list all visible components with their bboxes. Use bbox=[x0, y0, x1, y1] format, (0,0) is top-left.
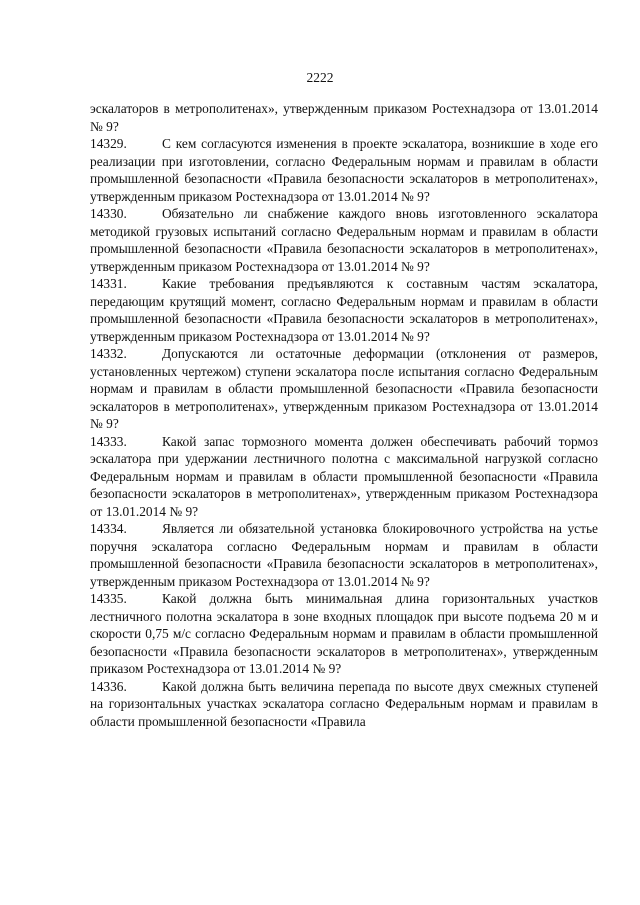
question-number: 14334. bbox=[90, 521, 127, 536]
question-text: Какой должна быть величина перепада по высоте двух смежных ступеней на горизонтальных участках эскалатора согласно Федеральным нормам и правилам в области промышленной безопасности «Правила bbox=[90, 678, 598, 729]
document-body bbox=[90, 100, 598, 730]
question-text: Какие требования предъявляются к составным частям эскалатора, передающим крутящий момент, согласно Федеральным нормам и правилам в области промышленной безопасности «Правила безопасности эскалаторов в метрополитенах», утвержденным приказом Ростехнадзора от 13.01.2014 № 9? bbox=[90, 276, 598, 344]
question-text: Какой запас тормозного момента должен обеспечивать рабочий тормоз эскалатора при удержании лестничного полотна с максимальной нагрузкой согласно Федеральным нормам и правилам в области промышленной безопасности «Правила безопасности эскалаторов в метрополитенах», утвержденным приказом Ростехнадзора от 13.01.2014 № 9? bbox=[90, 433, 598, 519]
question-item bbox=[90, 135, 598, 205]
question-item bbox=[90, 590, 598, 678]
question-item bbox=[90, 275, 598, 345]
question-number: 14332. bbox=[90, 346, 127, 361]
question-item bbox=[90, 678, 598, 731]
question-item bbox=[90, 433, 598, 521]
question-item bbox=[90, 205, 598, 275]
page-number: 2222 bbox=[306, 70, 334, 85]
question-text: Является ли обязательной установка блокировочного устройства на устье поручня эскалатора согласно Федеральным нормам и правилам в области промышленной безопасности «Правила безопасности эскалаторов в метрополитенах», утвержденным приказом Ростехнадзора от 13.01.2014 № 9? bbox=[90, 521, 598, 589]
question-item bbox=[90, 345, 598, 433]
question-text: Обязательно ли снабжение каждого вновь изготовленного эскалатора методикой грузовых испытаний согласно Федеральным нормам и правилам в области промышленной безопасности «Правила безопасности эскалаторов в метрополитенах», утвержденным приказом Ростехнадзора от 13.01.2014 № 9? bbox=[90, 206, 598, 274]
question-number: 14333. bbox=[90, 433, 127, 449]
question-number: 14336. bbox=[90, 678, 127, 694]
question-text: Какой должна быть минимальная длина горизонтальных участков лестничного полотна эскалатора в зоне входных площадок при высоте подъема 20 м и скорости 0,75 м/с согласно Федеральным нормам и правилам в области промышленной безопасности «Правила безопасности эскалаторов в метрополитенах», утвержденным приказом Ростехнадзора от 13.01.2014 № 9? bbox=[90, 591, 598, 676]
question-text: Допускаются ли остаточные деформации (отклонения от размеров, установленных чертежом) ступени эскалатора после испытания согласно Федеральным нормам и правилам в области промышленной безопасности «Правила безопасности эскалаторов в метрополитенах», утвержденным приказом Ростехнадзора от 13.01.2014 № 9? bbox=[90, 346, 598, 431]
continuation-text: эскалаторов в метрополитенах», утвержденным приказом Ростехнадзора от 13.01.2014 № 9? bbox=[90, 101, 598, 134]
question-number: 14330. bbox=[90, 206, 127, 221]
question-number: 14329. bbox=[90, 136, 127, 151]
question-number: 14331. bbox=[90, 276, 127, 291]
question-text: С кем согласуются изменения в проекте эскалатора, возникшие в ходе его реализации при изготовлении, согласно Федеральным нормам и правилам в области промышленной безопасности «Правила безопасности эскалаторов в метрополитенах», утвержденным приказом Ростехнадзора от 13.01.2014 № 9? bbox=[90, 136, 598, 204]
question-number: 14335. bbox=[90, 591, 127, 606]
question-item bbox=[90, 520, 598, 590]
